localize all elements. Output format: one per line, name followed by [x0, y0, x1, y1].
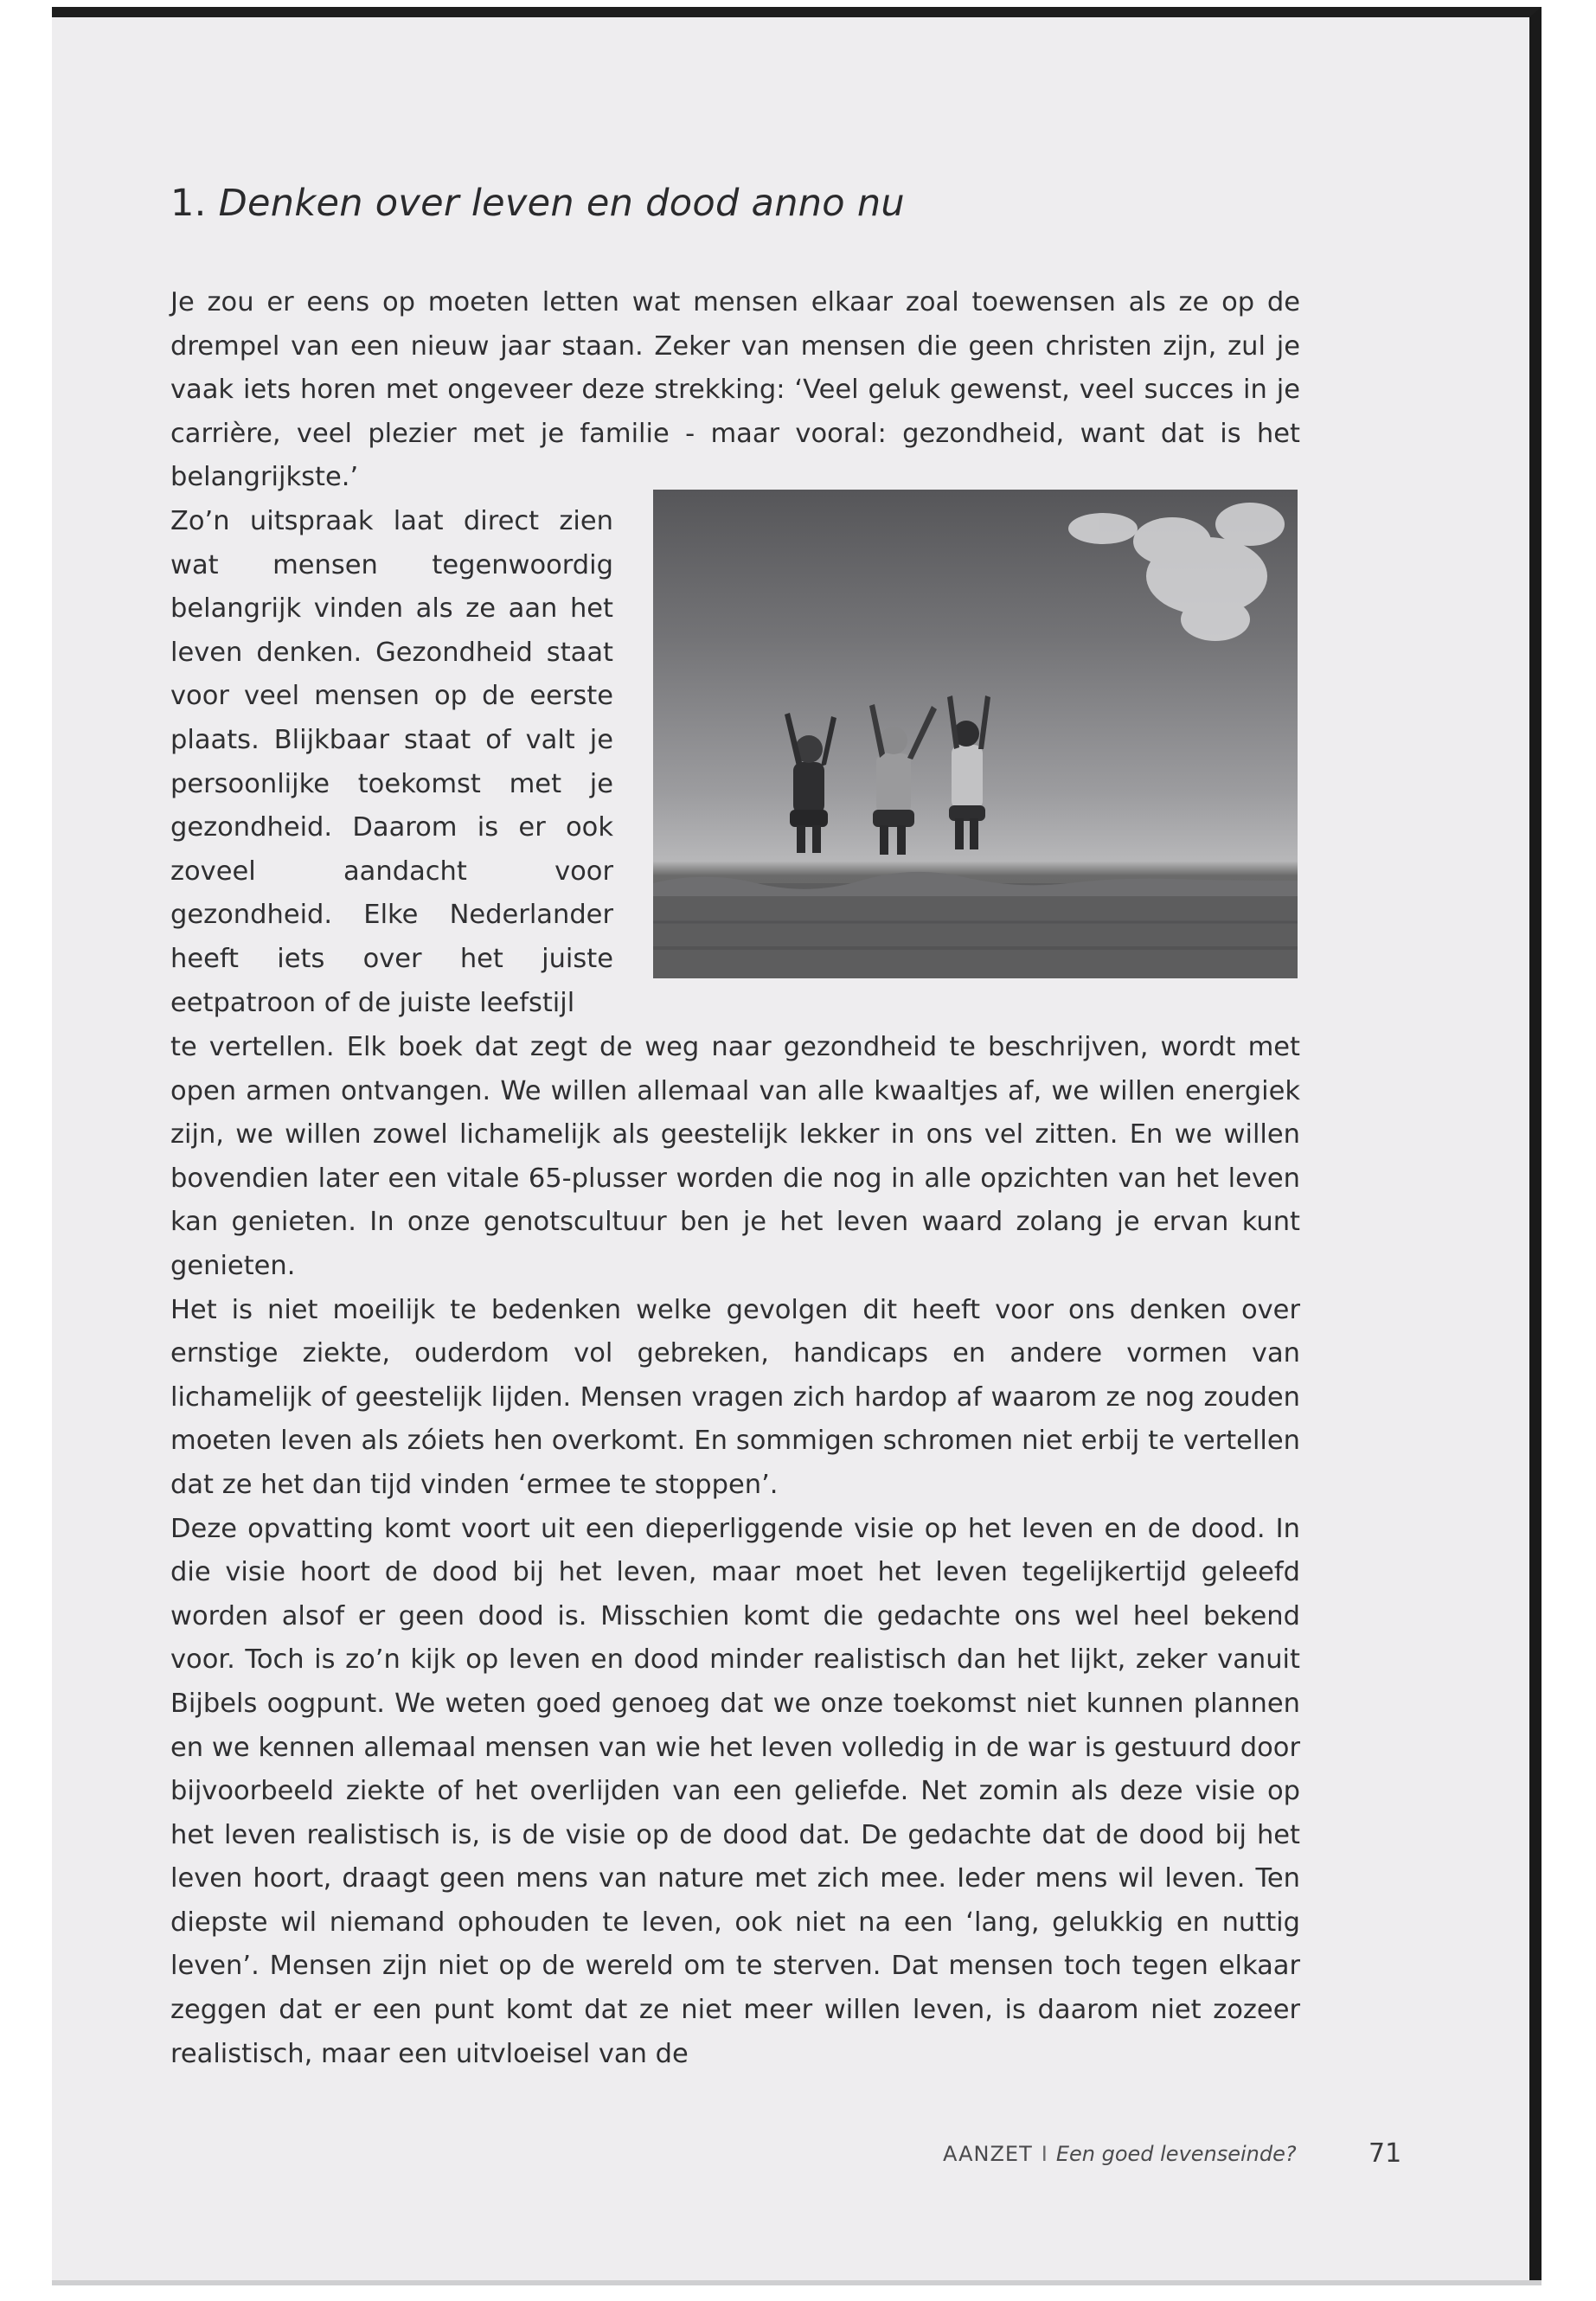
child-figure-right — [947, 695, 990, 849]
paragraph-intro — [170, 281, 1300, 500]
body-text-below-photo — [170, 1026, 1300, 2076]
page-footer — [943, 2138, 1410, 2169]
child-figure-left — [785, 713, 836, 853]
section-heading — [170, 182, 905, 225]
footer-subtitle: Een goed levenseinde? — [1055, 2142, 1297, 2166]
paragraph-beside-photo-text: Zo’n uitspraak laat direct zien wat mensen tegenwoordig belangrijk vinden als ze aan het leven denken. Gezondheid staat voor veel mensen op de eerste plaats. Blijkbaar staat of valt je persoonlijke toekomst met je gezondheid. Daarom is er ook zoveel aandacht voor gezondheid. Elke Nederlander heeft iets over het juiste eetpatroon of de juiste leefstijl — [170, 506, 613, 1018]
jumping-children-photo — [653, 490, 1298, 978]
grass-field — [653, 872, 1298, 978]
child-figure-middle — [869, 704, 937, 855]
footer-separator: I — [1041, 2142, 1048, 2166]
cloud-shape — [1068, 503, 1285, 641]
footer-series: AANZET — [943, 2142, 1033, 2166]
paragraph-intro-text: Je zou er eens op moeten letten wat mensen elkaar zoal toewensen als ze op de drempel van een nieuw jaar staan. Zeker van mensen die geen christen zijn, zul je vaak iets horen met ongeveer deze strekking: ‘Veel geluk gewenst, veel succes in je carrière, veel plezier met je familie - maar vooral: gezondheid, want dat is het belangrijkste.’ — [170, 287, 1300, 493]
paragraph-below-photo-text: te vertellen. Elk boek dat zegt de weg naar gezondheid te beschrijven, wordt met open armen ontvangen. We willen allemaal van alle kwaaltjes af, we willen energiek zijn, we willen zowel lichamelijk als geestelijk lekker in ons vel zitten. En we willen bovendien later een vitale 65-plusser worden die nog in alle opzichten van het leven kan genieten. In onze genotscultuur ben je het leven waard zolang je ervan kunt genieten. — [170, 1032, 1300, 1281]
page-number: 71 — [1368, 2138, 1402, 2169]
paragraph-beside-photo — [170, 500, 613, 1025]
paragraph-vision-text: Deze opvatting komt voort uit een dieperliggende visie op het leven en de dood. In die visie hoort de dood bij het leven, maar moet het leven tegelijkertijd geleefd worden alsof er geen dood is. Misschien komt die gedachte ons wel heel bekend voor. Toch is zo’n kijk op leven en dood minder realistisch dan het lijkt, zeker vanuit Bijbels oogpunt. We weten goed genoeg dat we onze toekomst niet kunnen plannen en we kennen allemaal mensen van wie het leven volledig in de war is gestuurd door bijvoorbeeld ziekte of het overlijden van een geliefde. Net zomin als deze visie op het leven realistisch is, is de visie op de dood dat. De gedachte dat de dood bij het leven hoort, draagt geen mens van nature met zich mee. Ieder mens wil leven. Ten diepste wil niemand ophouden te leven, ook niet na een ‘lang, gelukkig en nuttig leven’. Mensen zijn niet op de wereld om te sterven. Dat mensen toch tegen elkaar zeggen dat er een punt komt dat ze niet meer willen leven, is daarom niet zozeer realistisch, maar een uitvloeisel van de — [170, 1513, 1300, 2069]
page-bottom-edge — [52, 2280, 1542, 2285]
paragraph-consequences-text: Het is niet moeilijk te bedenken welke gevolgen dit heeft voor ons denken over ernstige ziekte, ouderdom vol gebreken, handicaps en andere vormen van lichamelijk of geestelijk lijden. Mensen vragen zich hardop af waarom ze nog zouden moeten leven als zóiets hen overkomt. En sommigen schromen niet erbij te vertellen dat ze het dan tijd vinden ‘ermee te stoppen’. — [170, 1294, 1300, 1500]
section-title: Denken over leven en dood anno nu — [218, 182, 905, 225]
section-number: 1. — [170, 182, 207, 225]
